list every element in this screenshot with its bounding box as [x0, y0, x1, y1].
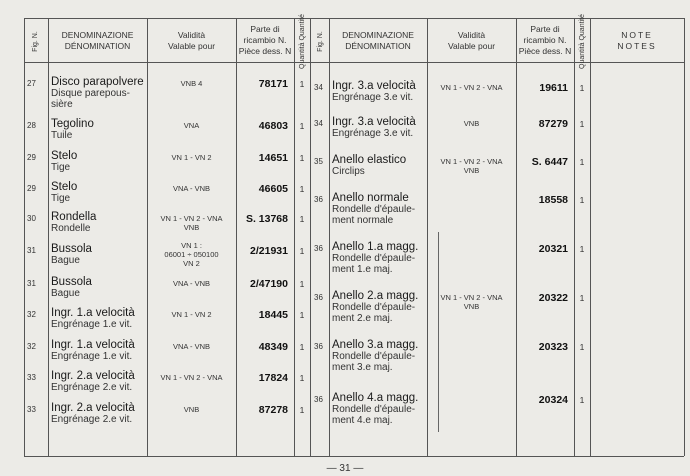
quantity: 1	[579, 293, 585, 303]
quantity: 1	[299, 310, 305, 320]
fig-number: 28	[27, 121, 36, 130]
denomination-it: Stelo	[51, 181, 78, 193]
validity: VNB	[463, 119, 480, 128]
quantity: 1	[299, 405, 305, 415]
header-validity-left: Validità Valable pour	[167, 30, 216, 51]
header-fig-left: Fig. N.	[31, 30, 39, 52]
part-number: 18558	[538, 194, 568, 206]
table-bottom-border	[24, 456, 684, 457]
denomination	[51, 370, 147, 393]
part-number: 78171	[258, 78, 288, 90]
part-number: 19611	[539, 82, 568, 94]
col-divider	[590, 18, 591, 456]
fig-number: 34	[314, 119, 323, 128]
denomination-it: Tegolino	[51, 118, 94, 130]
part-number: 46605	[258, 183, 288, 195]
validity: VNA - VNB	[172, 184, 211, 193]
fig-number: 31	[27, 279, 36, 288]
quantity: 1	[299, 153, 305, 163]
denomination-fr: Engrénage 2.e vit.	[51, 382, 133, 393]
denomination	[332, 241, 428, 275]
denomination-fr: Engrénage 3.e vit.	[332, 128, 414, 139]
header-notes: NOTE NOTES	[617, 30, 657, 51]
fig-number: 36	[314, 293, 323, 302]
part-number: 20321	[538, 243, 568, 255]
validity: VN 1 - VN 2 - VNA	[440, 83, 503, 92]
quantity: 1	[579, 244, 585, 254]
validity: VNA	[183, 121, 200, 130]
denomination-fr: Bague	[51, 288, 80, 299]
quantity: 1	[579, 342, 585, 352]
quantity: 1	[299, 246, 305, 256]
quantity: 1	[299, 373, 305, 383]
denomination-fr: Engrénage 2.e vit.	[51, 414, 133, 425]
fig-number: 36	[314, 395, 323, 404]
quantity: 1	[299, 279, 305, 289]
col-divider	[48, 18, 49, 456]
fig-number: 35	[314, 157, 323, 166]
denomination-fr: Tuile	[51, 130, 73, 141]
denomination	[332, 116, 428, 139]
denomination-fr: Disque parepous- sière	[51, 88, 130, 110]
fig-number: 36	[314, 244, 323, 253]
denomination	[332, 192, 428, 226]
validity: VN 1 : 06001 ÷ 050100 VN 2	[164, 241, 219, 268]
quantity: 1	[299, 121, 305, 131]
denomination	[51, 339, 147, 362]
part-number: 48349	[258, 341, 288, 353]
denomination	[332, 154, 428, 177]
denomination	[332, 339, 428, 373]
denomination	[51, 276, 147, 299]
page-number: — 31 —	[326, 463, 364, 474]
denomination-it: Disco parapolvere	[51, 76, 144, 88]
fig-number: 29	[27, 153, 36, 162]
denomination-fr: Tige	[51, 162, 71, 173]
denomination-it: Anello normale	[332, 192, 409, 204]
denomination-fr: Rondelle d'épaule- ment 3.e maj.	[332, 351, 416, 373]
denomination-it: Anello 4.a magg.	[332, 392, 419, 404]
validity: VNA - VNB	[172, 342, 211, 351]
fig-number: 33	[27, 373, 36, 382]
validity: VN 1 - VN 2 - VNA VNB	[440, 157, 503, 175]
denomination-fr: Circlips	[332, 166, 365, 177]
header-part-right: Parte di ricambio N. Pièce dess. N	[518, 24, 572, 56]
denomination-it: Anello 1.a magg.	[332, 241, 419, 253]
fig-number: 29	[27, 184, 36, 193]
denomination	[51, 150, 147, 173]
fig-number: 32	[27, 310, 36, 319]
quantity: 1	[579, 83, 585, 93]
denomination-fr: Engrénage 1.e vit.	[51, 351, 133, 362]
part-number: 87278	[258, 404, 288, 416]
header-qty-right: Quantità Quantité	[578, 13, 586, 69]
denomination-it: Bussola	[51, 243, 92, 255]
fig-number: 31	[27, 246, 36, 255]
validity-brace	[436, 232, 439, 432]
quantity: 1	[299, 214, 305, 224]
denomination	[51, 243, 147, 266]
part-number: 46803	[258, 120, 288, 132]
denomination	[51, 76, 147, 110]
quantity: 1	[579, 395, 585, 405]
denomination-it: Stelo	[51, 150, 78, 162]
part-number: 2/47190	[250, 278, 288, 290]
validity: VN 1 - VN 2 - VNA VNB	[160, 214, 223, 232]
denomination-it: Ingr. 1.a velocità	[51, 339, 135, 351]
denomination-fr: Engrénage 3.e vit.	[332, 92, 414, 103]
denomination	[51, 211, 147, 234]
denomination-it: Ingr. 3.a velocità	[332, 116, 416, 128]
validity: VNA - VNB	[172, 279, 211, 288]
denomination-fr: Engrénage 1.e vit.	[51, 319, 133, 330]
quantity: 1	[579, 195, 585, 205]
validity: VN 1 - VN 2	[171, 153, 212, 162]
denomination-it: Ingr. 3.a velocità	[332, 80, 416, 92]
denomination	[51, 181, 147, 204]
col-divider	[24, 18, 25, 456]
header-denomination-right: DENOMINAZIONE DÉNOMINATION	[342, 30, 414, 51]
validity: VNB 4	[180, 79, 203, 88]
header-fig-right: Fig. N.	[316, 30, 324, 52]
denomination-it: Ingr. 2.a velocità	[51, 370, 135, 382]
quantity: 1	[299, 184, 305, 194]
denomination	[332, 392, 428, 426]
denomination-it: Rondella	[51, 211, 97, 223]
denomination-fr: Rondelle	[51, 223, 91, 234]
denomination-fr: Tige	[51, 193, 71, 204]
denomination	[51, 402, 147, 425]
quantity: 1	[299, 342, 305, 352]
fig-number: 36	[314, 195, 323, 204]
fig-number: 30	[27, 214, 36, 223]
part-number: 20323	[538, 341, 568, 353]
col-divider	[329, 18, 330, 456]
denomination-it: Ingr. 2.a velocità	[51, 402, 135, 414]
part-number: 20322	[538, 292, 568, 304]
denomination	[51, 118, 147, 141]
part-number: S. 6447	[531, 156, 568, 168]
denomination	[51, 307, 147, 330]
header-part-left: Parte di ricambio N. Pièce dess. N	[238, 24, 292, 56]
header-qty-left: Quantità Quantité	[298, 13, 306, 69]
denomination-it: Anello elastico	[332, 154, 407, 166]
part-number: 87279	[538, 118, 568, 130]
header-validity-right: Validità Valable pour	[447, 30, 496, 51]
part-number: 17824	[258, 372, 288, 384]
quantity: 1	[299, 79, 305, 89]
fig-number: 36	[314, 342, 323, 351]
denomination-it: Ingr. 1.a velocità	[51, 307, 135, 319]
fig-number: 34	[314, 83, 323, 92]
validity: VN 1 - VN 2 - VNA VNB	[440, 293, 503, 311]
denomination-it: Anello 3.a magg.	[332, 339, 419, 351]
denomination	[332, 290, 428, 324]
validity: VN 1 - VN 2	[171, 310, 212, 319]
part-number: 2/21931	[250, 245, 288, 257]
col-divider	[684, 18, 685, 456]
fig-number: 32	[27, 342, 36, 351]
validity: VN 1 - VN 2 - VNA	[160, 373, 223, 382]
part-number: 18445	[258, 309, 288, 321]
fig-number: 33	[27, 405, 36, 414]
validity: VNB	[183, 405, 200, 414]
denomination-fr: Bague	[51, 255, 80, 266]
fig-number: 27	[27, 79, 36, 88]
denomination-fr: Rondelle d'épaule- ment 1.e maj.	[332, 253, 416, 275]
quantity: 1	[579, 119, 585, 129]
denomination-fr: Rondelle d'épaule- ment 4.e maj.	[332, 404, 416, 426]
denomination-it: Bussola	[51, 276, 92, 288]
denomination	[332, 80, 428, 103]
part-number: 20324	[538, 394, 568, 406]
denomination-fr: Rondelle d'épaule- ment normale	[332, 204, 416, 226]
header-denomination-left: DENOMINAZIONE DÉNOMINATION	[61, 30, 134, 51]
col-divider	[310, 18, 311, 456]
denomination-it: Anello 2.a magg.	[332, 290, 419, 302]
part-number: S. 13768	[245, 213, 288, 225]
quantity: 1	[579, 157, 585, 167]
part-number: 14651	[258, 152, 288, 164]
denomination-fr: Rondelle d'épaule- ment 2.e maj.	[332, 302, 416, 324]
